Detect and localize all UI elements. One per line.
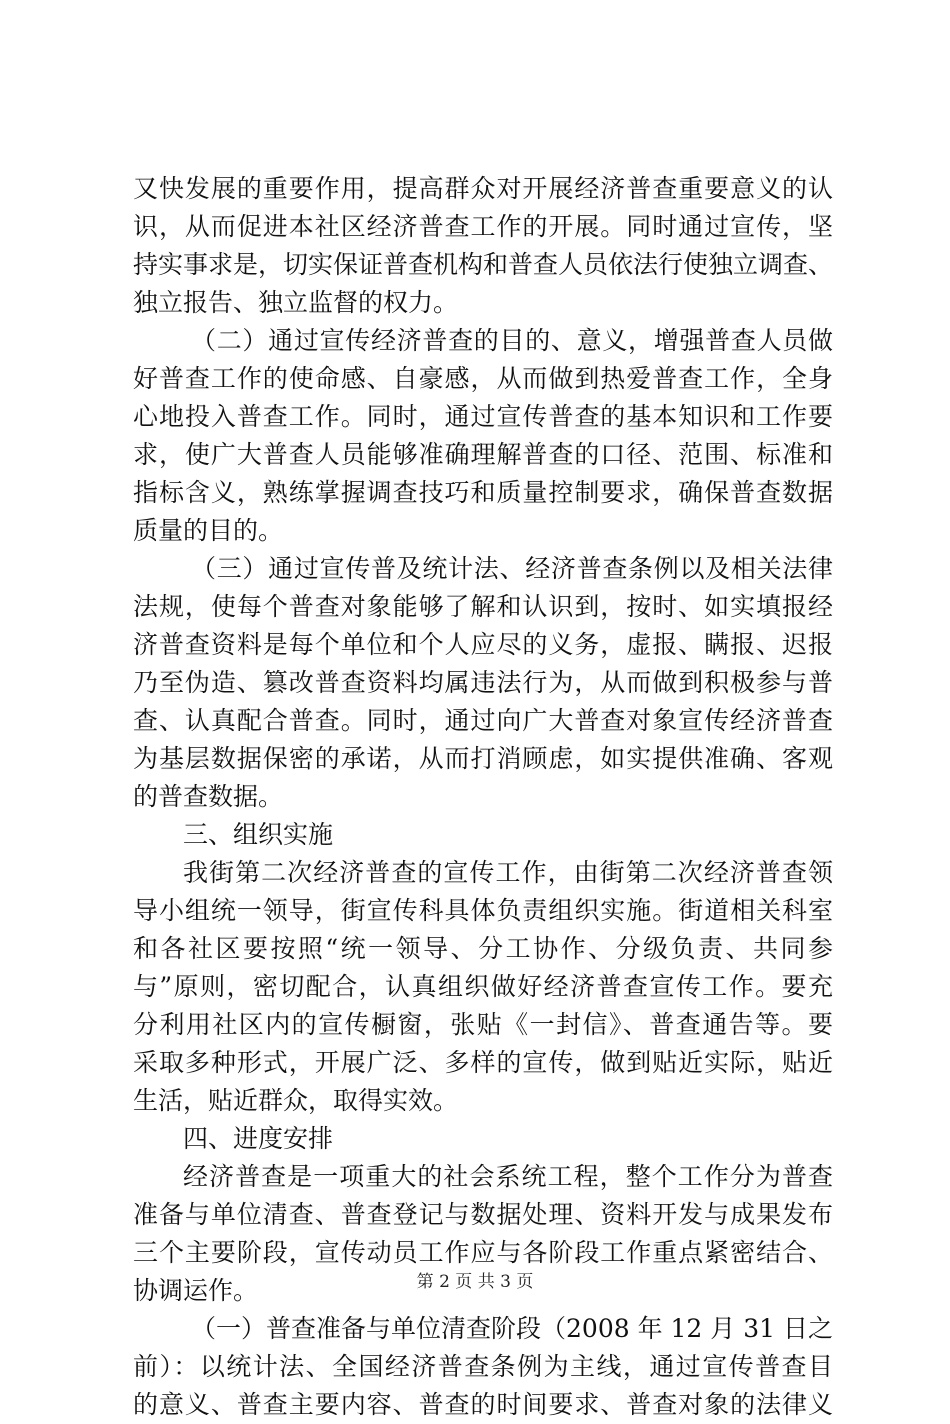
text-line: 指标含义，熟练掌握调查技巧和质量控制要求，确保普查数据 [133, 478, 833, 507]
text-line: 与”原则，密切配合，认真组织做好经济普查宣传工作。要充 [133, 972, 833, 1001]
text-line: 三个主要阶段，宣传动员工作应与各阶段工作重点紧密结合、 [133, 1238, 833, 1267]
page-number-label: 第 2 页 共 3 页 [416, 1272, 534, 1292]
text-line: 的普查数据。 [133, 782, 284, 811]
text-line: 分利用社区内的宣传橱窗，张贴《一封信》、普查通告等。要 [133, 1010, 833, 1039]
text-line: 和各社区要按照“统一领导、分工协作、分级负责、共同参 [133, 934, 833, 963]
section-heading: 三、组织实施 [183, 820, 334, 849]
text-line: 查、认真配合普查。同时，通过向广大普查对象宣传经济普查 [133, 706, 833, 735]
paragraph-start-line: （三）通过宣传普及统计法、经济普查条例以及相关法律 [191, 554, 833, 583]
text-line: 又快发展的重要作用，提高群众对开展经济普查重要意义的认 [133, 174, 833, 203]
text-line: 准备与单位清查、普查登记与数据处理、资料开发与成果发布 [133, 1200, 833, 1229]
text-line: 的意义、普查主要内容、普查的时间要求、普查对象的法律义 [133, 1390, 833, 1419]
text-line: 采取多种形式，开展广泛、多样的宣传，做到贴近实际，贴近 [133, 1048, 833, 1077]
paragraph-start-line: 我街第二次经济普查的宣传工作，由街第二次经济普查领 [183, 858, 833, 887]
text-line: 导小组统一领导，街宣传科具体负责组织实施。街道相关科室 [133, 896, 833, 925]
paragraph-start-line: （一）普查准备与单位清查阶段（2008 年 12 月 31 日之 [191, 1314, 833, 1343]
text-line: 求，使广大普查人员能够准确理解普查的口径、范围、标准和 [133, 440, 833, 469]
text-line: 好普查工作的使命感、自豪感，从而做到热爱普查工作，全身 [133, 364, 833, 393]
section-heading: 四、进度安排 [183, 1124, 334, 1153]
document-body [133, 170, 833, 1424]
text-line: 生活，贴近群众，取得实效。 [133, 1086, 459, 1115]
text-line: 质量的目的。 [133, 516, 284, 545]
text-line: 独立报告、独立监督的权力。 [133, 288, 459, 317]
text-line: 济普查资料是每个单位和个人应尽的义务，虚报、瞒报、迟报 [133, 630, 833, 659]
text-line: 识，从而促进本社区经济普查工作的开展。同时通过宣传，坚 [133, 212, 833, 241]
text-line: 心地投入普查工作。同时，通过宣传普查的基本知识和工作要 [133, 402, 833, 431]
text-line: 乃至伪造、篡改普查资料均属违法行为，从而做到积极参与普 [133, 668, 833, 697]
text-line: 前）：以统计法、全国经济普查条例为主线，通过宣传普查目 [133, 1352, 833, 1381]
text-line: 协调运作。 [133, 1276, 259, 1305]
paragraph-start-line: （二）通过宣传经济普查的目的、意义，增强普查人员做 [191, 326, 833, 355]
text-line: 法规，使每个普查对象能够了解和认识到，按时、如实填报经 [133, 592, 833, 621]
text-line: 为基层数据保密的承诺，从而打消顾虑，如实提供准确、客观 [133, 744, 833, 773]
text-line: 持实事求是，切实保证普查机构和普查人员依法行使独立调查、 [133, 250, 834, 279]
paragraph-start-line: 经济普查是一项重大的社会系统工程，整个工作分为普查 [183, 1162, 833, 1191]
page-footer [0, 1270, 950, 1294]
